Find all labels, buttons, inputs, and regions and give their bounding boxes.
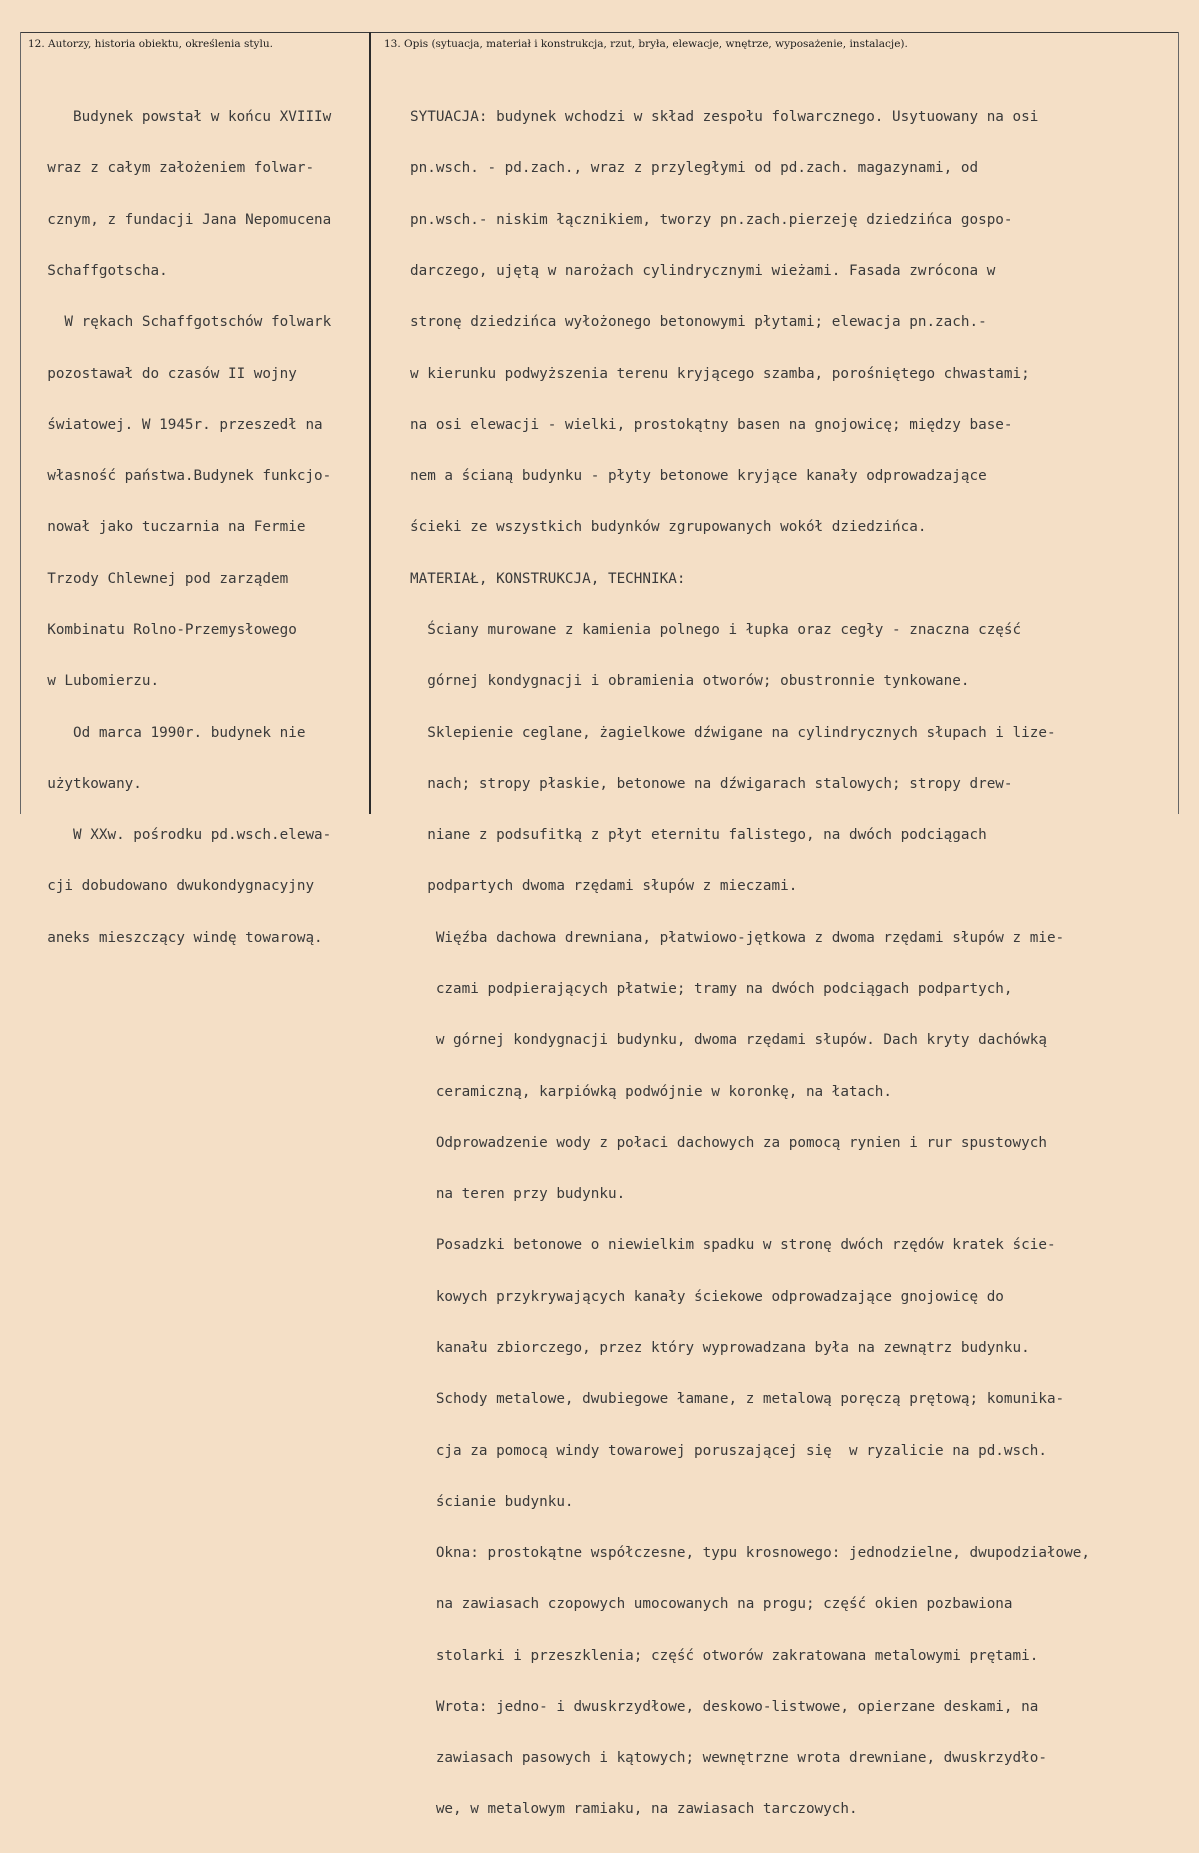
description-line: Więźba dachowa drewniana, płatwiowo-jętkowa z dwoma rzędami słupów z mie- <box>410 929 1065 946</box>
history-line: cji dobudowano dwukondygnacyjny <box>30 878 315 895</box>
history-line: własność państwa.Budynek funkcjo- <box>30 468 332 485</box>
column-divider <box>369 32 371 814</box>
description-line: ścieki ze wszystkich budynków zgrupowanych wokół dziedzińca. <box>410 519 927 536</box>
description-line: na zawiasach czopowych umocowanych na progu; część okien pozbawiona <box>410 1596 1013 1613</box>
description-line: Schody metalowe, dwubiegowe łamane, z metalową poręczą prętową; komunika- <box>410 1391 1065 1408</box>
description-text <box>410 75 1090 1853</box>
description-line: niane z podsufitką z płyt eternitu falistego, na dwóch podciągach <box>410 827 987 844</box>
history-line: Schaffgotscha. <box>30 263 168 280</box>
history-line: nował jako tuczarnia na Fermie <box>30 519 306 536</box>
history-line: aneks mieszczący windę towarową. <box>30 929 323 946</box>
history-line: Trzody Chlewnej pod zarządem <box>30 570 289 587</box>
header-rule <box>20 32 1179 33</box>
history-line: Od marca 1990r. budynek nie <box>30 724 306 741</box>
history-line: wraz z całym założeniem folwar- <box>30 160 315 177</box>
description-line: Sklepienie ceglane, żagielkowe dźwigane na cylindrycznych słupach i lize- <box>410 724 1056 741</box>
history-line: W rękach Schaffgotschów folwark <box>30 314 332 331</box>
description-line: we, w metalowym ramiaku, na zawiasach tarczowych. <box>410 1801 858 1818</box>
description-line: kanału zbiorczego, przez który wyprowadzana była na zewnątrz budynku. <box>410 1339 1030 1356</box>
description-line: Odprowadzenie wody z połaci dachowych za pomocą rynien i rur spustowych <box>410 1134 1047 1151</box>
description-line: Ściany murowane z kamienia polnego i łupka oraz cegły - znaczna część <box>410 622 1022 638</box>
description-line: górnej kondygnacji i obramienia otworów; obustronnie tynkowane. <box>410 673 970 690</box>
description-line: Wrota: jedno- i dwuskrzydłowe, deskowo-listwowe, opierzane deskami, na <box>410 1698 1039 1715</box>
description-line: w kierunku podwyższenia terenu kryjącego szamba, porośniętego chwastami; <box>410 365 1030 382</box>
history-line: cznym, z fundacji Jana Nepomucena <box>30 211 332 228</box>
description-line: na teren przy budynku. <box>410 1186 626 1203</box>
description-line: nach; stropy płaskie, betonowe na dźwigarach stalowych; stropy drew- <box>410 775 1013 792</box>
right-border <box>1178 32 1179 814</box>
history-text <box>30 75 331 981</box>
description-line: Okna: prostokątne współczesne, typu krosnowego: jednodzielne, dwupodziałowe, <box>410 1545 1090 1562</box>
history-line: pozostawał do czasów II wojny <box>30 365 297 382</box>
description-line: na osi elewacji - wielki, prostokątny basen na gnojowicę; między base- <box>410 416 1013 433</box>
description-line: zawiasach pasowych i kątowych; wewnętrzne wrota drewniane, dwuskrzydło- <box>410 1750 1047 1767</box>
description-line: SYTUACJA: budynek wchodzi w skład zespołu folwarcznego. Usytuowany na osi <box>410 109 1039 126</box>
section-13-header: 13. Opis (sytuacja, materiał i konstrukcja, rzut, bryła, elewacje, wnętrze, wyposażenie, instalacje). <box>384 38 908 50</box>
description-line: darczego, ujętą w narożach cylindrycznymi wieżami. Fasada zwrócona w <box>410 263 996 280</box>
history-line: w Lubomierzu. <box>30 673 160 690</box>
left-border <box>20 32 21 814</box>
description-line: nem a ścianą budynku - płyty betonowe kryjące kanały odprowadzające <box>410 468 987 485</box>
description-line: stronę dziedzińca wyłożonego betonowymi płytami; elewacja pn.zach.- <box>410 314 987 331</box>
description-line: ceramiczną, karpiówką podwójnie w koronkę, na łatach. <box>410 1083 893 1100</box>
description-line: ścianie budynku. <box>410 1493 574 1510</box>
section-12-header: 12. Autorzy, historia obiektu, określenia stylu. <box>28 38 273 50</box>
description-line: czami podpierających płatwie; tramy na dwóch podciągach podpartych, <box>410 980 1013 997</box>
description-line: cja za pomocą windy towarowej poruszającej się w ryzalicie na pd.wsch. <box>410 1442 1047 1459</box>
history-line: W XXw. pośrodku pd.wsch.elewa- <box>30 827 332 844</box>
description-line: pn.wsch.- niskim łącznikiem, tworzy pn.zach.pierzeję dziedzińca gospo- <box>410 211 1013 228</box>
description-line: stolarki i przeszklenia; część otworów zakratowana metalowymi prętami. <box>410 1647 1039 1664</box>
description-line: pn.wsch. - pd.zach., wraz z przyległymi od pd.zach. magazynami, od <box>410 160 979 177</box>
history-line: Budynek powstał w końcu XVIIIw <box>30 109 332 126</box>
history-line: Kombinatu Rolno-Przemysłowego <box>30 622 297 638</box>
description-line: MATERIAŁ, KONSTRUKCJA, TECHNIKA: <box>410 570 686 587</box>
history-line: światowej. W 1945r. przeszedł na <box>30 416 323 433</box>
description-line: Posadzki betonowe o niewielkim spadku w stronę dwóch rzędów kratek ście- <box>410 1237 1056 1254</box>
description-line: kowych przykrywających kanały ściekowe odprowadzające gnojowicę do <box>410 1288 1004 1305</box>
description-line: w górnej kondygnacji budynku, dwoma rzędami słupów. Dach kryty dachówką <box>410 1032 1047 1049</box>
history-line: użytkowany. <box>30 775 142 792</box>
description-line: podpartych dwoma rzędami słupów z mieczami. <box>410 878 798 895</box>
